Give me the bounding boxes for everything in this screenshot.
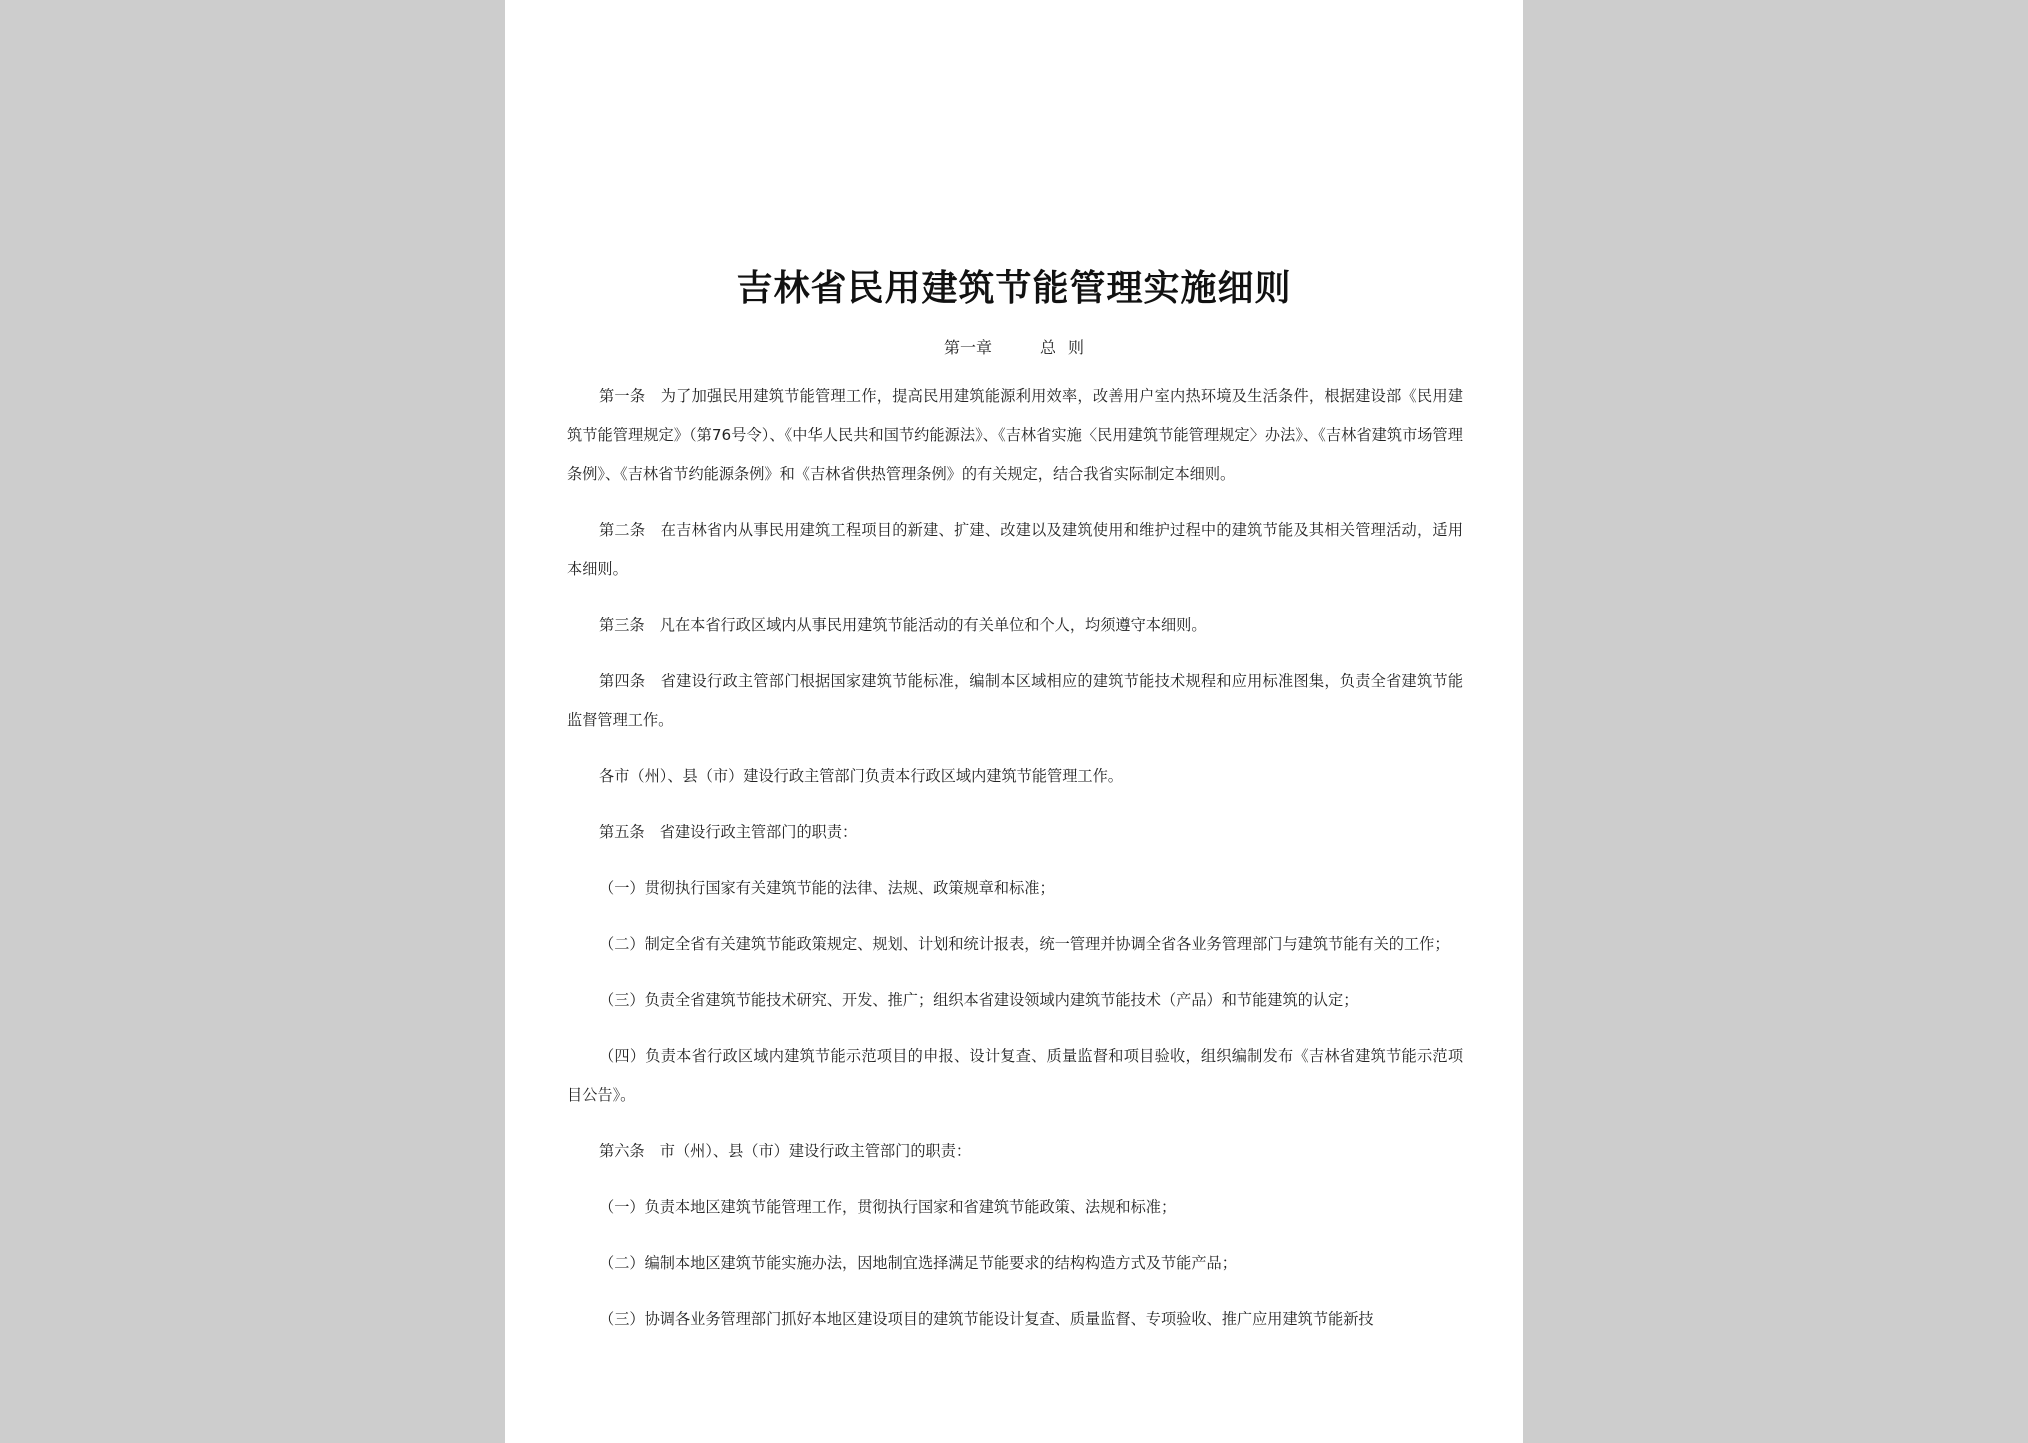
article-5-item-2: （二）制定全省有关建筑节能政策规定、规划、计划和统计报表，统一管理并协调全省各业务管理部门与建筑节能有关的工作； [599,935,1450,953]
article-5-item-1: （一）贯彻执行国家有关建筑节能的法律、法规、政策规章和标准； [599,879,1055,897]
article-6-item-1: （一）负责本地区建筑节能管理工作，贯彻执行国家和省建筑节能政策、法规和标准； [599,1198,1177,1216]
article-2-paragraph: 第二条 在吉林省内从事民用建筑工程项目的新建、扩建、改建以及建筑使用和维护过程中的建筑节能及其相关管理活动，适用本细则。 [567,521,1463,578]
chapter-name-part2: 则 [1068,338,1085,357]
article-1-paragraph: 第一条 为了加强民用建筑节能管理工作，提高民用建筑能源利用效率，改善用户室内热环境及生活条件，根据建设部《民用建筑节能管理规定》（第76号令）、《中华人民共和国节约能源法》、《吉林省实施〈民用建筑节能管理规定〉办法》、《吉林省建筑市场管理条例》、《吉林省节约能源条例》和《吉林省供热管理条例》的有关规定，结合我省实际制定本细则。 [567,387,1463,483]
chapter-name-part1: 总 [1039,338,1056,357]
document-title: 吉林省民用建筑节能管理实施细则 [736,267,1292,309]
chapter-number: 第一章 [943,338,992,357]
document-page [505,0,1523,1443]
chapter-heading [505,335,1523,358]
article-6-item-2: （二）编制本地区建筑节能实施办法，因地制宜选择满足节能要求的结构构造方式及节能产品； [599,1254,1237,1272]
article-4-subparagraph: 各市（州）、县（市）建设行政主管部门负责本行政区域内建筑节能管理工作。 [599,767,1123,785]
article-3-paragraph: 第三条 凡在本省行政区域内从事民用建筑节能活动的有关单位和个人，均须遵守本细则。 [599,616,1207,634]
article-5-paragraph: 第五条 省建设行政主管部门的职责： [599,823,858,841]
article-5-item-4: （四）负责本省行政区域内建筑节能示范项目的申报、设计复查、质量监督和项目验收，组织编制发布《吉林省建筑节能示范项目公告》。 [567,1047,1463,1104]
article-6-paragraph: 第六条 市（州）、县（市）建设行政主管部门的职责： [599,1142,972,1160]
document-body [567,377,1463,1356]
article-5-item-3: （三）负责全省建筑节能技术研究、开发、推广；组织本省建设领域内建筑节能技术（产品）和节能建筑的认定； [599,991,1359,1009]
article-6-item-3: （三）协调各业务管理部门抓好本地区建设项目的建筑节能设计复查、质量监督、专项验收、推广应用建筑节能新技 [599,1310,1374,1328]
article-4-paragraph: 第四条 省建设行政主管部门根据国家建筑节能标准，编制本区域相应的建筑节能技术规程和应用标准图集，负责全省建筑节能监督管理工作。 [567,672,1463,729]
